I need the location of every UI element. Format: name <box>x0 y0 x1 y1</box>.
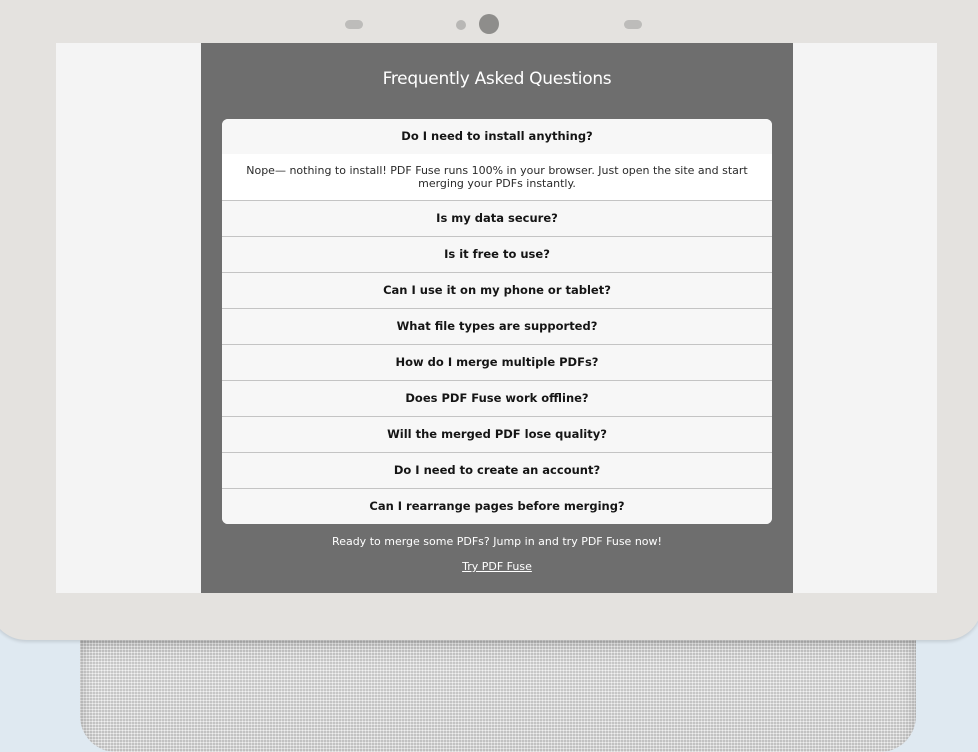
faq-item <box>222 489 772 524</box>
faq-answer-install: Nope— nothing to install! PDF Fuse runs 100% in your browser. Just open the site and start merging your PDFs instantly. <box>222 154 772 200</box>
faq-question-install[interactable]: Do I need to install anything? <box>222 119 772 154</box>
faq-question-quality[interactable]: Will the merged PDF lose quality? <box>222 417 772 452</box>
microphone-right-icon <box>624 20 642 29</box>
faq-item <box>222 417 772 453</box>
faq-item <box>222 345 772 381</box>
faq-item <box>222 273 772 309</box>
faq-item <box>222 237 772 273</box>
faq-section <box>201 43 793 593</box>
faq-list <box>222 119 772 524</box>
microphone-left-icon <box>345 20 363 29</box>
faq-question-merge-multiple[interactable]: How do I merge multiple PDFs? <box>222 345 772 380</box>
faq-item <box>222 201 772 237</box>
faq-item <box>222 453 772 489</box>
cta-text: Ready to merge some PDFs? Jump in and try PDF Fuse now! <box>332 535 662 548</box>
faq-question-offline[interactable]: Does PDF Fuse work offline? <box>222 381 772 416</box>
faq-question-file-types[interactable]: What file types are supported? <box>222 309 772 344</box>
camera-icon <box>479 14 499 34</box>
faq-question-account[interactable]: Do I need to create an account? <box>222 453 772 488</box>
device-screen <box>56 43 937 593</box>
faq-question-rearrange[interactable]: Can I rearrange pages before merging? <box>222 489 772 524</box>
cta-link-wrapper <box>201 560 793 573</box>
faq-question-free[interactable]: Is it free to use? <box>222 237 772 272</box>
speaker-base <box>80 628 916 752</box>
faq-item <box>222 119 772 201</box>
faq-item <box>222 309 772 345</box>
faq-item <box>222 381 772 417</box>
faq-question-security[interactable]: Is my data secure? <box>222 201 772 236</box>
try-pdf-fuse-link[interactable]: Try PDF Fuse <box>462 560 532 573</box>
faq-question-mobile[interactable]: Can I use it on my phone or tablet? <box>222 273 772 308</box>
light-sensor-icon <box>456 20 466 30</box>
faq-title: Frequently Asked Questions <box>382 69 612 89</box>
